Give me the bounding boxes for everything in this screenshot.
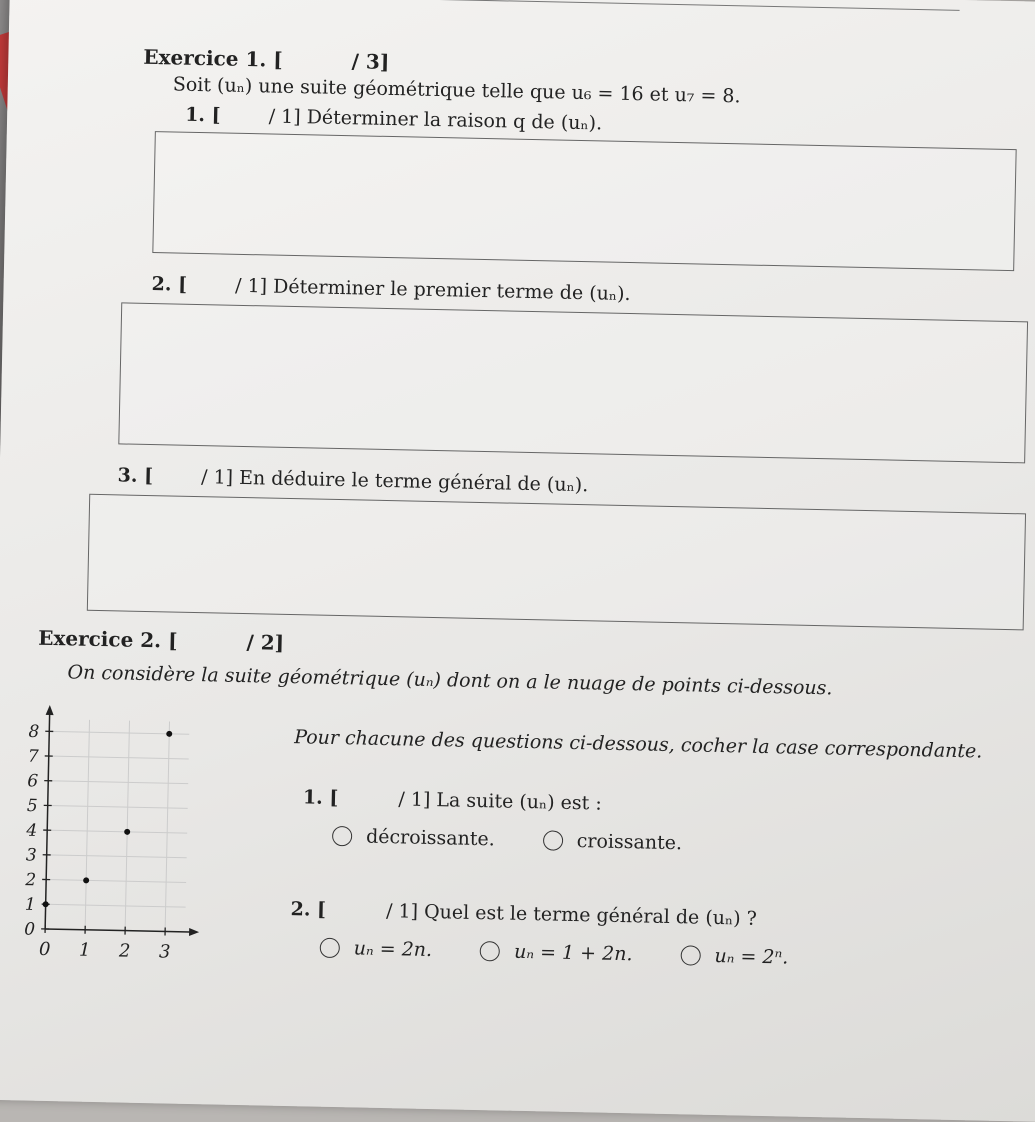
data-point <box>166 731 172 737</box>
q3-number: 3. [ <box>117 464 153 487</box>
ex2-q1-score: / 1] <box>338 787 430 811</box>
radio-icon[interactable] <box>680 945 700 965</box>
y-tick-label: 5 <box>27 796 38 816</box>
option-croissante[interactable] <box>543 829 683 854</box>
radio-icon[interactable] <box>480 941 500 961</box>
grid-line-v <box>125 721 129 931</box>
option-label: croissante. <box>577 830 683 854</box>
option-label: uₙ = 2n. <box>354 937 433 961</box>
option-2n[interactable] <box>320 937 433 961</box>
option-label: uₙ = 1 + 2n. <box>514 941 633 965</box>
exercise1-title <box>143 45 389 74</box>
answer-box-q2[interactable] <box>118 302 1028 463</box>
x-axis <box>45 929 195 932</box>
ex2-q2-text: Quel est le terme général de (uₙ) ? <box>424 901 757 930</box>
q1-number: 1. [ <box>185 104 221 127</box>
q3-text: En déduire le terme général de (uₙ). <box>239 467 589 496</box>
y-tick-label: 3 <box>26 845 37 865</box>
q3-score: / 1] <box>153 465 233 489</box>
grid-line-h <box>47 830 187 833</box>
y-tick-label: 0 <box>24 920 35 940</box>
ex2-q2-options <box>319 937 830 974</box>
exercise2-title <box>38 626 284 655</box>
radio-icon[interactable] <box>320 938 340 958</box>
option-label: uₙ = 2ⁿ. <box>714 945 788 969</box>
radio-icon[interactable] <box>332 826 352 846</box>
exercise1-title-text: Exercice 1. [ <box>143 45 283 72</box>
top-rule <box>140 0 960 11</box>
ex2-q1-text: La suite (uₙ) est : <box>436 789 602 814</box>
y-tick-label: 6 <box>27 771 38 791</box>
data-point <box>124 829 130 835</box>
grid-line-h <box>47 855 187 858</box>
q2-number: 2. [ <box>151 273 187 296</box>
grid-line-h <box>48 805 188 808</box>
exercise1-intro: Soit (uₙ) une suite géométrique telle que u₆ = 16 et u₇ = 8. <box>173 73 741 107</box>
exercise2-title-text: Exercice 2. [ <box>38 626 178 653</box>
x-tick-label: 2 <box>118 940 131 961</box>
y-tick-label: 2 <box>24 870 36 890</box>
x-tick-label: 0 <box>39 939 51 960</box>
q2-score: / 1] <box>187 274 267 298</box>
y-tick-label: 4 <box>25 821 37 841</box>
answer-box-q1[interactable] <box>152 131 1016 271</box>
q1-text: Déterminer la raison q de (uₙ). <box>306 106 602 134</box>
y-tick-label: 8 <box>28 722 39 742</box>
exercise2-q2 <box>290 898 757 930</box>
y-tick-label: 7 <box>28 747 39 767</box>
ex2-q1-number: 1. [ <box>303 786 339 809</box>
y-axis-arrow <box>46 705 54 715</box>
grid-line-h <box>48 781 188 784</box>
scatter-chart <box>9 700 234 965</box>
q2-text: Déterminer le premier terme de (uₙ). <box>273 276 631 305</box>
grid-line-h <box>46 904 186 907</box>
option-label: décroissante. <box>366 826 495 851</box>
q1-score: / 1] <box>220 104 300 128</box>
exercise2-intro: On considère la suite géométrique (uₙ) dont on a le nuage de points ci-dessous. <box>67 661 832 699</box>
exercise1-q1 <box>185 104 602 135</box>
grid-line-v <box>165 722 169 932</box>
radio-icon[interactable] <box>543 830 563 850</box>
grid-line-v <box>85 720 89 930</box>
ex2-q2-number: 2. [ <box>290 898 326 921</box>
data-point <box>43 901 49 907</box>
exercise2-q1 <box>303 786 602 814</box>
ex2-q1-options <box>332 825 724 859</box>
exercise1-q3 <box>117 464 588 496</box>
y-axis <box>45 709 50 929</box>
x-tick-label: 1 <box>79 940 91 961</box>
y-tick-label: 1 <box>25 895 36 915</box>
grid-line-h <box>46 880 186 883</box>
grid-line-h <box>49 756 189 759</box>
exercise2-score: / 2] <box>246 630 284 655</box>
exercise1-q2 <box>151 273 630 305</box>
x-axis-arrow <box>189 928 199 936</box>
x-tick-label: 3 <box>159 941 171 962</box>
exercise2-instruction: Pour chacune des questions ci-dessous, cocher la case correspondante. <box>294 726 983 762</box>
option-2-pow-n[interactable] <box>680 944 788 968</box>
option-1-plus-2n[interactable] <box>480 940 633 965</box>
exercise1-score: / 3] <box>351 49 389 74</box>
answer-box-q3[interactable] <box>87 494 1026 631</box>
ex2-q2-score: / 1] <box>326 899 418 923</box>
option-decroissante[interactable] <box>332 825 495 850</box>
data-point <box>83 877 89 883</box>
